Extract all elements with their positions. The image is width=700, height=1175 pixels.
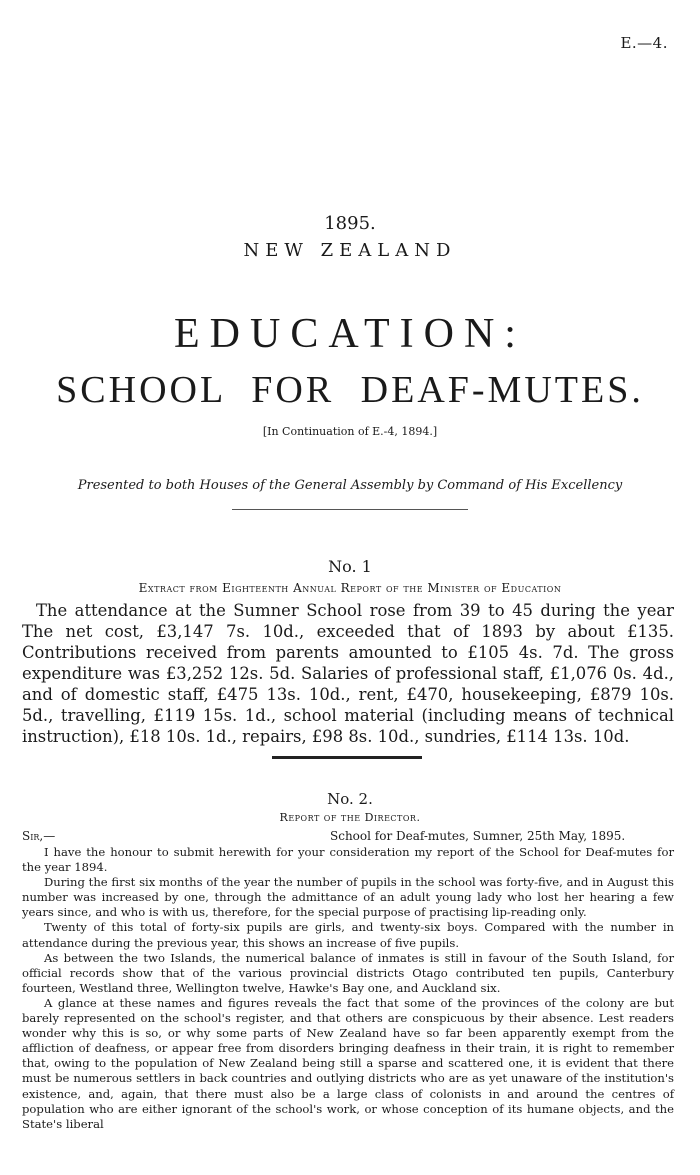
country-name: NEW ZEALAND [243,240,457,261]
report-paragraph: I have the honour to submit herewith for your consideration my report of the School for Deaf-mutes for the year 1894. [22,845,674,875]
divider-rule [232,509,468,510]
section-2-body [22,845,674,1132]
report-paragraph: During the first six months of the year the number of pupils in the school was forty-five, and in August this number was increased by one, through the admittance of an adult young lady who lost her hearing a few years since, and who is with us, therefore, for the special purpose of practising lip-reading only. [22,875,674,920]
salutation: Sir,— [22,829,56,843]
continuation-note: [In Continuation of E.-4, 1894.] [262,425,438,438]
report-paragraph: As between the two Islands, the numerical balance of inmates is still in favour of the South Island, for official records show that of the various provincial districts Otago contributed ten pupils, Canterbury fourteen, Westland three, Wellington twelve, Hawke's Bay one, and Auckland six. [22,950,674,995]
document-year: 1895. [324,213,376,234]
dateline: School for Deaf-mutes, Sumner, 25th May, 1895. [330,829,626,843]
section-1-number: No. 1 [328,557,372,576]
section-divider [272,756,422,759]
section-2-heading: Report of the Director. [279,811,421,824]
document-title: EDUCATION: [174,311,526,357]
section-1-paragraph: The attendance at the Sumner School rose from 39 to 45 during the year The net cost, £3,147 7s. 10d., exceeded that of 1893 by about £135. Contributions received from parents amounted to £105 4s. 7d. The gross expenditure was £3,252 12s. 5d. Salaries of professional staff, £1,076 0s. 4d., and of domestic staff, £475 13s. 10d., rent, £470, housekeeping, £879 10s. 5d., travelling, £119 15s. 1d., school material (including means of technical instruction), £18 10s. 1d., repairs, £98 8s. 10d., sundries, £114 13s. 10d. [22,601,674,746]
section-1-body [22,600,674,747]
section-1-heading: Extract from Eighteenth Annual Report of the Minister of Education [138,581,562,595]
report-paragraph: A glance at these names and figures reveals the fact that some of the provinces of the colony are but barely represented on the school's register, and that others are conspicuous by their absence. Lest readers wonder why this is so, or why some parts of New Zealand have so far been apparently exempt from the affliction of deafness, or appear free from disorders bringing deafness in their train, it is right to remember that, owing to the population of New Zealand being still a sparse and scattered one, it is evident that there must be numerous settlers in back countries and outlying districts who are as yet unaware of the institution's existence, and, again, that there must also be a large class of colonists in and around the centres of population who are either ignorant of the school's work, or whose conception of its humane objects, and the State's liberal [22,995,674,1131]
page-reference: E.—4. [620,34,668,52]
presented-line: Presented to both Houses of the General Assembly by Command of His Excellency [77,478,623,493]
section-2-number: No. 2. [327,790,373,808]
document-subtitle: SCHOOL FOR DEAF-MUTES. [56,369,644,411]
report-paragraph: Twenty of this total of forty-six pupils are girls, and twenty-six boys. Compared with the number in attendance during the previous year, this shows an increase of five pupils. [22,920,674,950]
